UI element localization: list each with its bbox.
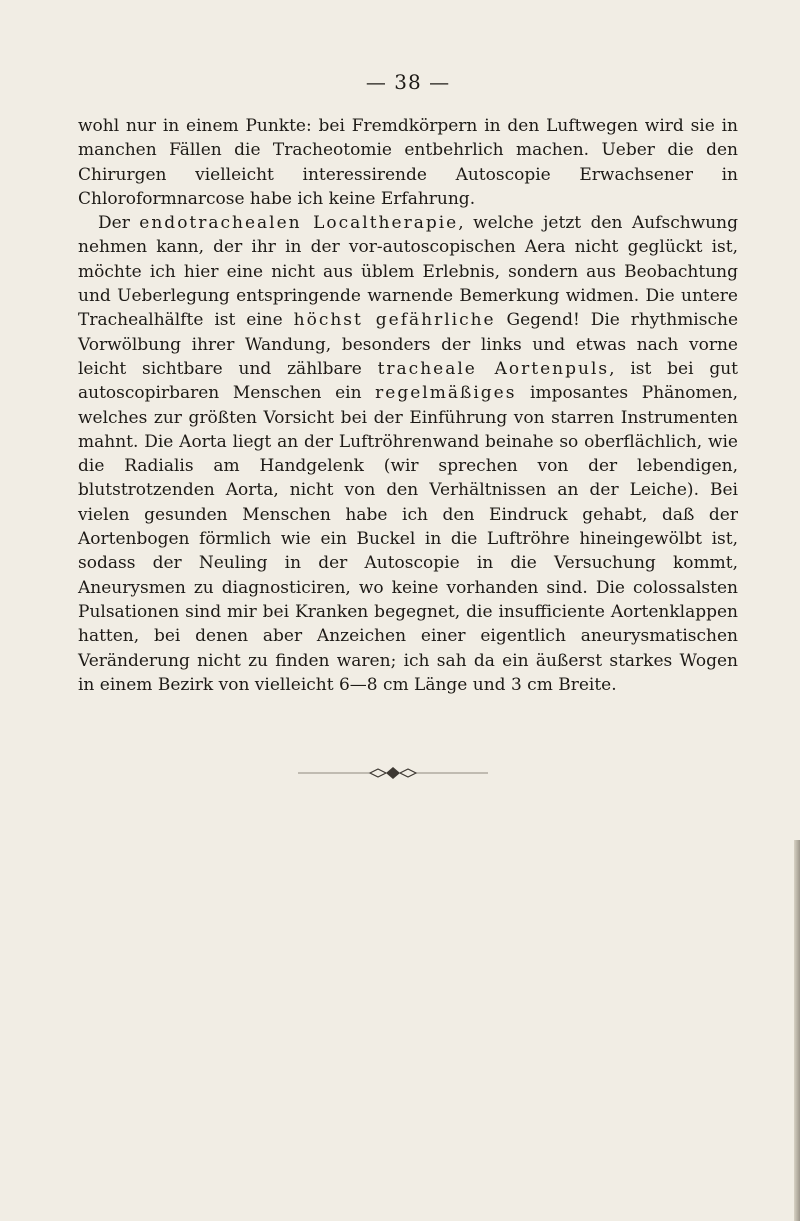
- paragraph-2-text-a: Der: [98, 213, 140, 234]
- page-edge-shadow: [794, 840, 800, 1221]
- ornament-icon: [298, 763, 488, 783]
- paragraph-2-text-b: , welche jetzt den Aufschwung nehmen kann, der ihr in der vor-autoscopischen Aera nicht geglückt ist, möchte ich hier eine nicht aus üblem Erlebnis, sondern aus Beobachtung und Ueberlegung entspringende warnende Bemerkung widmen. Die untere Trachealhälfte ist eine: [78, 213, 738, 331]
- paragraph-2-text-c: Gegend! Die rhythmische Vorwölbung ihrer Wandung, besonders der links und etwas nach vorne leicht sichtbare und zählbare: [78, 310, 739, 379]
- paragraph-1: wohl nur in einem Punkte: bei Fremdkörpern in den Luftwegen wird sie in manchen Fällen die Tracheotomie entbehrlich machen. Ueber die den Chirurgen vielleicht interessirende Autoscopie Erwachsener in Chloroformnarcose habe ich keine Erfahrung.: [78, 116, 738, 209]
- paragraph-2: [78, 211, 738, 697]
- paragraph-2-text-d: , ist bei gut autoscopirbaren Menschen ein: [78, 358, 738, 404]
- emphasis-aortenpuls: tracheale Aortenpuls: [377, 358, 610, 379]
- paragraph-2-text-e: imposantes Phänomen, welches zur größten Vorsicht bei der Einführung von starren Instrumenten mahnt. Die Aorta liegt an der Luftröhrenwand beinahe so oberflächlich, wie die Radialis am Handgelenk (wir sprechen von der lebendigen, blutstrotzenden Aorta, nicht von den Verhältnissen an der Leiche). Bei vielen gesunden Menschen habe ich den Eindruck gehabt, daß der Aortenbogen förmlich wie ein Buckel in die Luftröhre hineingewölbt ist, sodass der Neuling in der Autoscopie in die Versuchung kommt, Aneurysmen zu diagnosticiren, wo keine vorhanden sind. Die colossalsten Pulsationen sind mir bei Kranken begegnet, die insufficiente Aortenklappen hatten, bei denen aber Anzeichen einer eigentlich aneurysmatischen Veränderung nicht zu finden waren; ich sah da ein äußerst starkes Wogen in einem Bezirk von vielleicht 6—8 cm Länge und 3 cm Breite.: [78, 383, 738, 695]
- end-ornament: [298, 763, 488, 783]
- emphasis-regelmaessig: regelmäßiges: [375, 383, 517, 404]
- emphasis-gefaehrlich: höchst gefährliche: [293, 310, 496, 331]
- emphasis-localtherapie: endotrachealen Localtherapie: [139, 213, 459, 234]
- page-number-header: — 38 —: [365, 70, 451, 94]
- page-body: [78, 70, 738, 697]
